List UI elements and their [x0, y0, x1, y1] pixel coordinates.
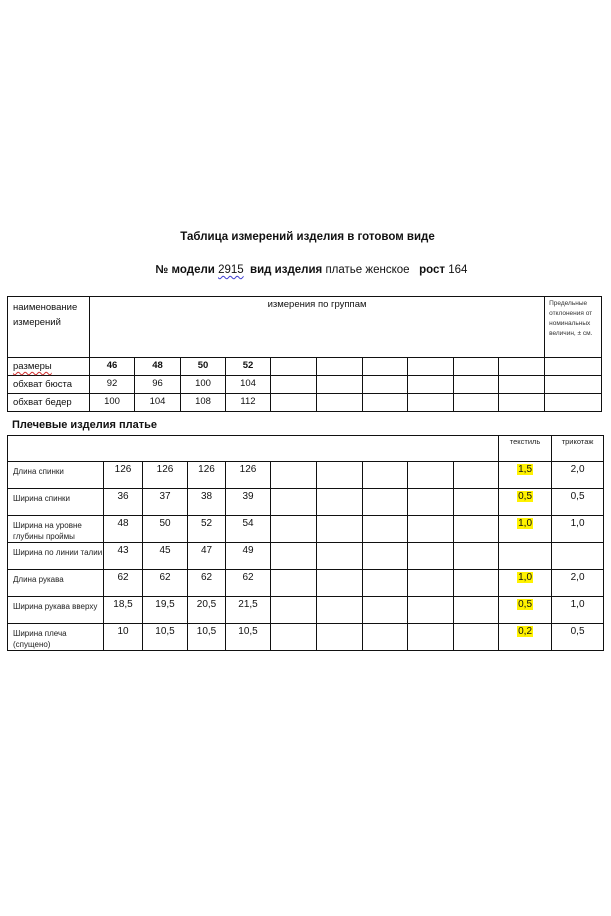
cell: 92	[90, 376, 135, 394]
cell: 10,5	[226, 624, 271, 651]
cell	[363, 489, 408, 516]
highlighted-value: 1,0	[518, 518, 533, 529]
textile-tolerance-cell	[499, 516, 552, 543]
table-row	[8, 597, 604, 624]
cell	[363, 570, 408, 597]
cell: 21,5	[226, 597, 271, 624]
table-row	[8, 624, 604, 651]
cell	[271, 358, 317, 376]
sizes-table	[7, 296, 602, 412]
cell	[408, 516, 454, 543]
row-label: обхват бюста	[8, 376, 90, 394]
cell	[363, 394, 408, 412]
cell	[454, 543, 499, 570]
cell: 37	[143, 489, 188, 516]
cell: 126	[104, 462, 143, 489]
shoulder-products-table	[7, 435, 604, 651]
knit-tolerance-cell: 1,0	[552, 597, 604, 624]
cell: 104	[135, 394, 181, 412]
cell: 19,5	[143, 597, 188, 624]
cell: 52	[188, 516, 226, 543]
cell	[454, 376, 499, 394]
cell: 62	[104, 570, 143, 597]
cell: 46	[90, 358, 135, 376]
cell: 104	[226, 376, 271, 394]
knit-tolerance-cell: 0,5	[552, 624, 604, 651]
cell	[408, 624, 454, 651]
cell	[408, 394, 454, 412]
cell: 96	[135, 376, 181, 394]
cell: 126	[143, 462, 188, 489]
knit-tolerance-cell: 0,5	[552, 489, 604, 516]
cell	[454, 516, 499, 543]
table-row	[8, 543, 604, 570]
table-row	[8, 516, 604, 543]
knit-tolerance-cell	[552, 543, 604, 570]
cell	[317, 624, 363, 651]
highlighted-value: 0,5	[518, 491, 533, 502]
textile-tolerance-cell	[499, 489, 552, 516]
knit-tolerance-cell: 2,0	[552, 570, 604, 597]
cell	[454, 489, 499, 516]
cell	[408, 462, 454, 489]
header-name: наименование измерений	[8, 297, 90, 358]
cell	[499, 358, 545, 376]
cell: 18,5	[104, 597, 143, 624]
table-row	[8, 489, 604, 516]
textile-tolerance-cell	[499, 597, 552, 624]
cell	[408, 597, 454, 624]
cell	[454, 358, 499, 376]
table-header-row	[8, 297, 602, 358]
cell	[499, 376, 545, 394]
cell	[454, 597, 499, 624]
cell	[363, 624, 408, 651]
cell	[545, 376, 602, 394]
cell	[363, 597, 408, 624]
cell	[363, 376, 408, 394]
row-label: размеры	[8, 358, 90, 376]
cell	[271, 462, 317, 489]
cell	[408, 543, 454, 570]
cell	[271, 624, 317, 651]
cell: 62	[226, 570, 271, 597]
cell	[545, 394, 602, 412]
cell	[408, 570, 454, 597]
cell	[317, 489, 363, 516]
table-row	[8, 570, 604, 597]
type-value: платье женское	[325, 264, 410, 276]
cell	[271, 516, 317, 543]
cell: 62	[188, 570, 226, 597]
cell: 62	[143, 570, 188, 597]
cell	[317, 543, 363, 570]
cell: 43	[104, 543, 143, 570]
model-label: № модели	[155, 264, 215, 276]
cell	[271, 489, 317, 516]
row-label: Ширина на уровне глубины проймы	[8, 516, 104, 543]
cell: 100	[90, 394, 135, 412]
highlighted-value: 1,5	[518, 464, 533, 475]
table-header-row	[8, 436, 604, 462]
table-row	[8, 394, 602, 412]
document-title: Таблица измерений изделия в готовом виде	[180, 231, 435, 243]
model-line	[6, 264, 611, 276]
row-label: обхват бедер	[8, 394, 90, 412]
row-label: Ширина рукава вверху	[8, 597, 104, 624]
cell	[317, 376, 363, 394]
cell: 10	[104, 624, 143, 651]
table-row	[8, 358, 602, 376]
row-label: Длина спинки	[8, 462, 104, 489]
cell: 36	[104, 489, 143, 516]
cell	[363, 516, 408, 543]
cell	[408, 489, 454, 516]
cell	[271, 570, 317, 597]
knit-tolerance-cell: 2,0	[552, 462, 604, 489]
header-textile: текстиль	[499, 436, 552, 462]
cell: 39	[226, 489, 271, 516]
header-knit: трикотаж	[552, 436, 604, 462]
row-label: Ширина плеча (спущено)	[8, 624, 104, 651]
cell: 100	[181, 376, 226, 394]
cell: 112	[226, 394, 271, 412]
cell: 10,5	[143, 624, 188, 651]
cell: 48	[135, 358, 181, 376]
cell: 50	[181, 358, 226, 376]
cell	[317, 462, 363, 489]
cell: 47	[188, 543, 226, 570]
section-title: Плечевые изделия платье	[12, 419, 157, 431]
cell	[271, 597, 317, 624]
cell	[408, 358, 454, 376]
height-label: рост	[419, 264, 446, 276]
cell: 50	[143, 516, 188, 543]
cell	[317, 394, 363, 412]
highlighted-value: 1,0	[518, 572, 533, 583]
cell: 20,5	[188, 597, 226, 624]
cell	[317, 570, 363, 597]
cell	[454, 624, 499, 651]
cell: 126	[188, 462, 226, 489]
cell	[454, 462, 499, 489]
header-blank	[8, 436, 499, 462]
type-label: вид изделия	[250, 264, 323, 276]
cell	[545, 358, 602, 376]
cell: 10,5	[188, 624, 226, 651]
highlighted-value: 0,5	[518, 599, 533, 610]
cell	[317, 597, 363, 624]
header-tolerance: Предельные отклонения от номинальных величин, ± см.	[545, 297, 602, 358]
height-value: 164	[448, 264, 468, 276]
cell	[499, 394, 545, 412]
cell: 49	[226, 543, 271, 570]
cell: 48	[104, 516, 143, 543]
cell: 108	[181, 394, 226, 412]
cell: 38	[188, 489, 226, 516]
textile-tolerance-cell	[499, 543, 552, 570]
row-label: Ширина спинки	[8, 489, 104, 516]
textile-tolerance-cell	[499, 624, 552, 651]
header-groups: измерения по группам	[90, 297, 545, 358]
cell: 126	[226, 462, 271, 489]
cell	[454, 394, 499, 412]
cell: 52	[226, 358, 271, 376]
cell	[363, 358, 408, 376]
cell: 54	[226, 516, 271, 543]
highlighted-value: 0,2	[518, 626, 533, 637]
textile-tolerance-cell	[499, 570, 552, 597]
cell	[454, 570, 499, 597]
table-row	[8, 376, 602, 394]
cell	[271, 394, 317, 412]
row-label: Длина рукава	[8, 570, 104, 597]
cell	[363, 462, 408, 489]
cell	[317, 516, 363, 543]
cell	[363, 543, 408, 570]
knit-tolerance-cell: 1,0	[552, 516, 604, 543]
cell	[271, 543, 317, 570]
model-value: 2915	[218, 264, 244, 276]
cell	[271, 376, 317, 394]
cell: 45	[143, 543, 188, 570]
row-label: Ширина по линии талии	[8, 543, 104, 570]
cell	[408, 376, 454, 394]
cell	[317, 358, 363, 376]
textile-tolerance-cell	[499, 462, 552, 489]
table-row	[8, 462, 604, 489]
